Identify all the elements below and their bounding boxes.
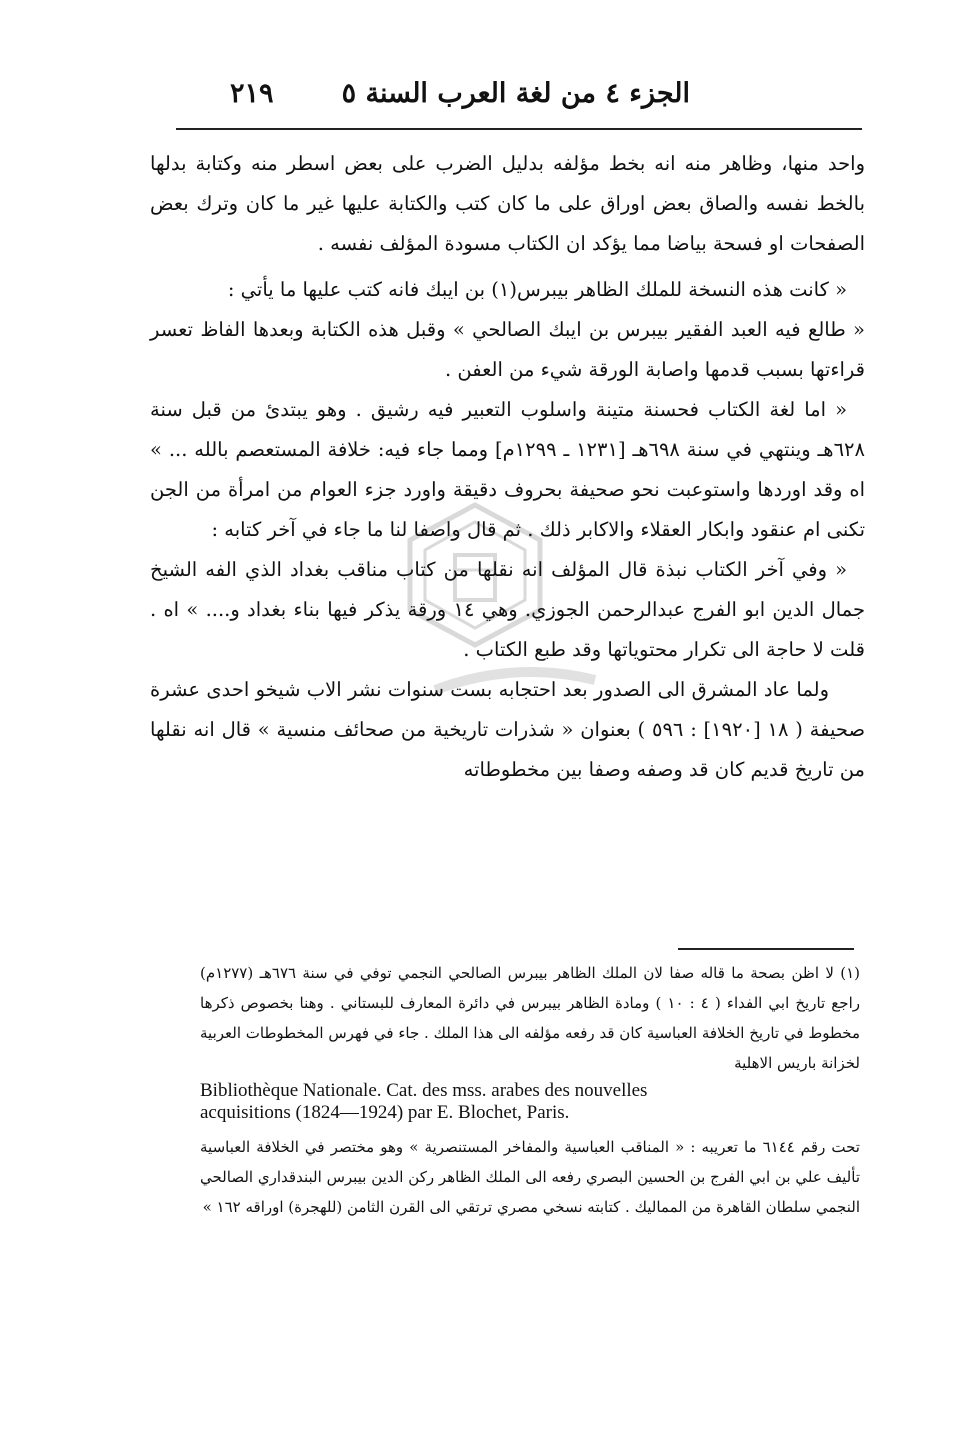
main-text [150,144,865,790]
footnote-1-arabic-continued: تحت رقم ٦١٤٤ ما تعريبه : « المناقب العباسية والمفاخر المستنصرية » وهو مختصر في الخلافة العباسية تأليف علي بن ابي الفرج بن الحسين البصري رفعه الى الملك الظاهر ركن الدين بيبرس البندقداري الصالحي النجمي سلطان القاهرة من المماليك . كتابته نسخي مصري ترتقي الى القرن الثامن (للهجرة) اوراقه ١٦٢ » [200,1138,860,1216]
page-number: ٢١٩ [230,78,274,109]
running-head: الجزء ٤ من لغة العرب السنة ٥ [341,78,690,109]
paragraph-3: « طالع فيه العبد الفقير بيبرس بن ايبك الصالحي » وقبل هذه الكتابة وبعدها الفاظ تعسر قراءتها بسبب قدمها واصابة الورقة شيء من العفن . [150,318,865,381]
paragraph-4: « اما لغة الكتاب فحسنة متينة واسلوب التعبير فيه رشيق . وهو يبتدئ من قبل سنة ٦٢٨هـ وينتهي في سنة ٦٩٨هـ [١٢٣١ ـ ١٢٩٩م] ومما جاء فيه: خلافة المستعصم بالله ... » اه وقد اوردها واستوعبت نحو صحيفة بحروف دقيقة واورد جزء العوام من امرأة من الجن تكنى ام عنقود وابكار العقلاء والاكابر ذلك . ثم قال واصفا لنا ما جاء في آخر كتابه : [150,398,865,541]
page-header [230,78,690,126]
footnote-1-arabic: (١) لا اظن بصحة ما قاله صفا لان الملك الظاهر بيبرس الصالحي النجمي توفي في سنة ٦٧٦هـ (١٢٧٧م) راجع تاريخ ابي الفداء ( ٤ : ١٠ ) ومادة الظاهر بيبرس في دائرة المعارف للبستاني . وهنا بخصوص ذكرها مخطوط في تاريخ الخلافة العباسية كان قد رفعه مؤلفه الى هذا الملك . جاء في فهرس المخطوطات العربية لخزانة باريس الاهلية [200,964,860,1072]
footnote-1-french-citation: Bibliothèque Nationale. Cat. des mss. arabes des nouvelles acquisitions (1824—1924) par E. Blochet, Paris. [200,1080,648,1123]
paragraph-5: « وفي آخر الكتاب نبذة قال المؤلف انه نقلها من كتاب مناقب بغداد الذي الفه الشيخ جمال الدين ابو الفرج عبدالرحمن الجوزي. وهي ١٤ ورقة يذكر فيها بناء بغداد و.... » اه . قلت لا حاجة الى تكرار محتوياتها وقد طبع الكتاب . [150,558,866,661]
header-rule [176,128,862,130]
footnote-rule [678,948,854,950]
paragraph-2: « كانت هذه النسخة للملك الظاهر بيبرس(١) بن ايبك فانه كتب عليها ما يأتي : [227,278,847,301]
footnotes [200,958,860,1222]
paragraph-1: واحد منها، وظاهر منه انه بخط مؤلفه بدليل الضرب على بعض اسطر منه وكتابة بدلها بالخط نفسه والصاق بعض اوراق على ما كان كتب والكتابة عليها غير ما كان وترك بعض الصفحات او فسحة بياضا مما يؤكد ان الكتاب مسودة المؤلف نفسه . [150,152,865,255]
paragraph-6: ولما عاد المشرق الى الصدور بعد احتجابه بست سنوات نشر الاب شيخو احدى عشرة صحيفة ( ١٨ [١٩٢٠] : ٥٩٦ ) بعنوان « شذرات تاريخية من صحائف منسية » قال انه نقلها من تاريخ قديم كان قد وصفه وصفا بين مخطوطاته [150,678,866,781]
